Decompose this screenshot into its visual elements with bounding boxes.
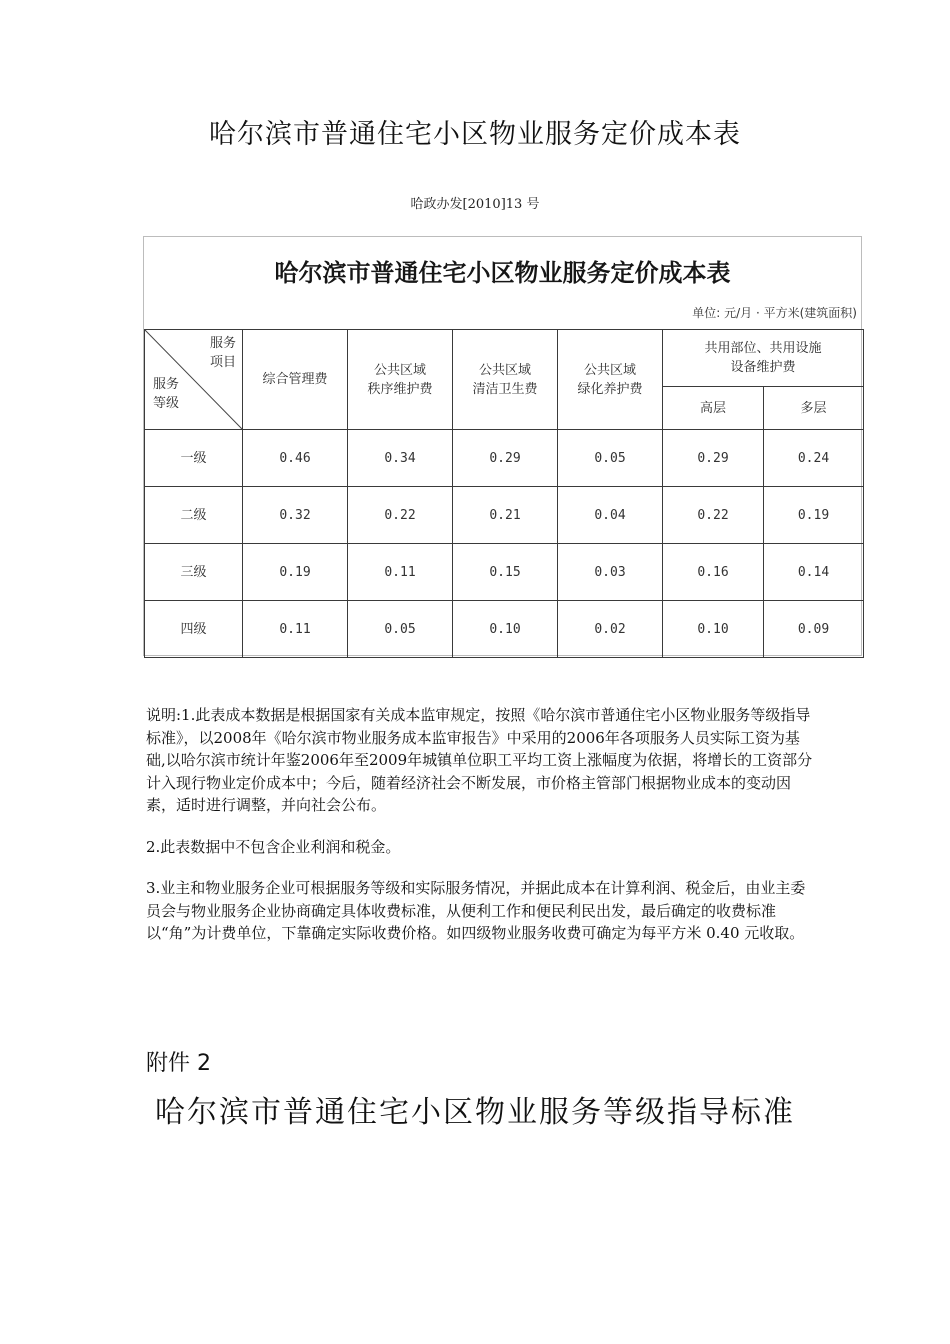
level-cell: 四级 (145, 601, 243, 658)
note-paragraph: 3.业主和物业服务企业可根据服务等级和实际服务情况，并据此成本在计算利润、税金后，由业主委员会与物业服务企业协商确定具体收费标准，从便利工作和便民利民出发，最后确定的收费标准以“角”为计费单位，下靠确定实际收费价格。如四级物业服务收费可确定为每平方米 0.40 元收取。 (146, 879, 806, 942)
column-header (558, 330, 663, 430)
value-cell: 0.46 (243, 430, 348, 487)
value-cell: 0.34 (348, 430, 453, 487)
table-row (145, 487, 864, 544)
value-cell: 0.22 (663, 487, 764, 544)
table-row (145, 601, 864, 658)
value-cell: 0.19 (764, 487, 864, 544)
level-cell: 三级 (145, 544, 243, 601)
value-cell: 0.05 (348, 601, 453, 658)
value-cell: 0.22 (348, 487, 453, 544)
level-cell: 二级 (145, 487, 243, 544)
column-header-line: 清洁卫生费 (472, 381, 538, 397)
value-cell: 0.19 (243, 544, 348, 601)
value-cell: 0.21 (453, 487, 558, 544)
corner-bottom-line: 等级 (153, 396, 180, 411)
value-cell: 0.15 (453, 544, 558, 601)
document-number: 哈政办发[2010]13 号 (410, 197, 540, 212)
value-cell: 0.10 (663, 601, 764, 658)
table-corner-cell (145, 330, 243, 430)
column-header (243, 330, 348, 430)
table-image-title: 哈尔滨市普通住宅小区物业服务定价成本表 (274, 259, 731, 287)
group-column-header (663, 330, 864, 387)
group-header-line: 共用部位、共用设施 (704, 341, 822, 356)
column-header-line: 公共区域 (478, 362, 531, 378)
value-cell: 0.05 (558, 430, 663, 487)
note-paragraph: 说明:1.此表成本数据是根据国家有关成本监审规定，按照《哈尔滨市普通住宅小区物业服务等级指导标准》，以2008年《哈尔滨市物业服务成本监审报告》中采用的2006年各项服务人员实际工资为基础,以哈尔滨市统计年鉴2006年至2009年城镇单位职工平均工资上涨幅度为依据，将增长的工资部分计入现行物业定价成本中；今后，随着经济社会不断发展，市价格主管部门根据物业成本的变动因素，适时进行调整，并向社会公布。 (146, 706, 813, 814)
cost-table-image (143, 236, 862, 656)
table-row (145, 430, 864, 487)
table-row (145, 544, 864, 601)
table-unit-label: 单位: 元/月 · 平方米(建筑面积) (692, 306, 857, 320)
column-header (348, 330, 453, 430)
corner-top-label (210, 334, 236, 372)
value-cell: 0.29 (453, 430, 558, 487)
notes-section (146, 704, 816, 964)
cost-table (144, 329, 864, 658)
table-header-row (145, 330, 864, 387)
value-cell: 0.29 (663, 430, 764, 487)
value-cell: 0.16 (663, 544, 764, 601)
subcolumn-header: 多层 (764, 387, 864, 430)
group-header-line: 设备维护费 (730, 360, 796, 375)
column-header-line: 综合管理费 (262, 372, 328, 387)
subcolumn-header: 高层 (663, 387, 764, 430)
value-cell: 0.03 (558, 544, 663, 601)
attachment-label: 附件 2 (146, 1051, 211, 1076)
value-cell: 0.04 (558, 487, 663, 544)
value-cell: 0.11 (243, 601, 348, 658)
value-cell: 0.32 (243, 487, 348, 544)
value-cell: 0.10 (453, 601, 558, 658)
note-paragraph: 2.此表数据中不包含企业利润和税金。 (146, 837, 401, 856)
value-cell: 0.02 (558, 601, 663, 658)
document-title: 哈尔滨市普通住宅小区物业服务定价成本表 (209, 119, 741, 150)
value-cell: 0.14 (764, 544, 864, 601)
column-header (453, 330, 558, 430)
corner-top-line: 服务 (209, 336, 236, 351)
column-header-line: 绿化养护费 (577, 381, 643, 397)
value-cell: 0.09 (764, 601, 864, 658)
corner-top-line: 项目 (209, 355, 236, 370)
column-header-line: 公共区域 (373, 362, 426, 378)
attachment-title: 哈尔滨市普通住宅小区物业服务等级指导标准 (155, 1095, 795, 1130)
level-cell: 一级 (145, 430, 243, 487)
column-header-line: 公共区域 (583, 362, 636, 378)
corner-bottom-label (153, 375, 179, 413)
corner-bottom-line: 服务 (153, 377, 180, 392)
value-cell: 0.24 (764, 430, 864, 487)
value-cell: 0.11 (348, 544, 453, 601)
column-header-line: 秩序维护费 (367, 381, 433, 397)
